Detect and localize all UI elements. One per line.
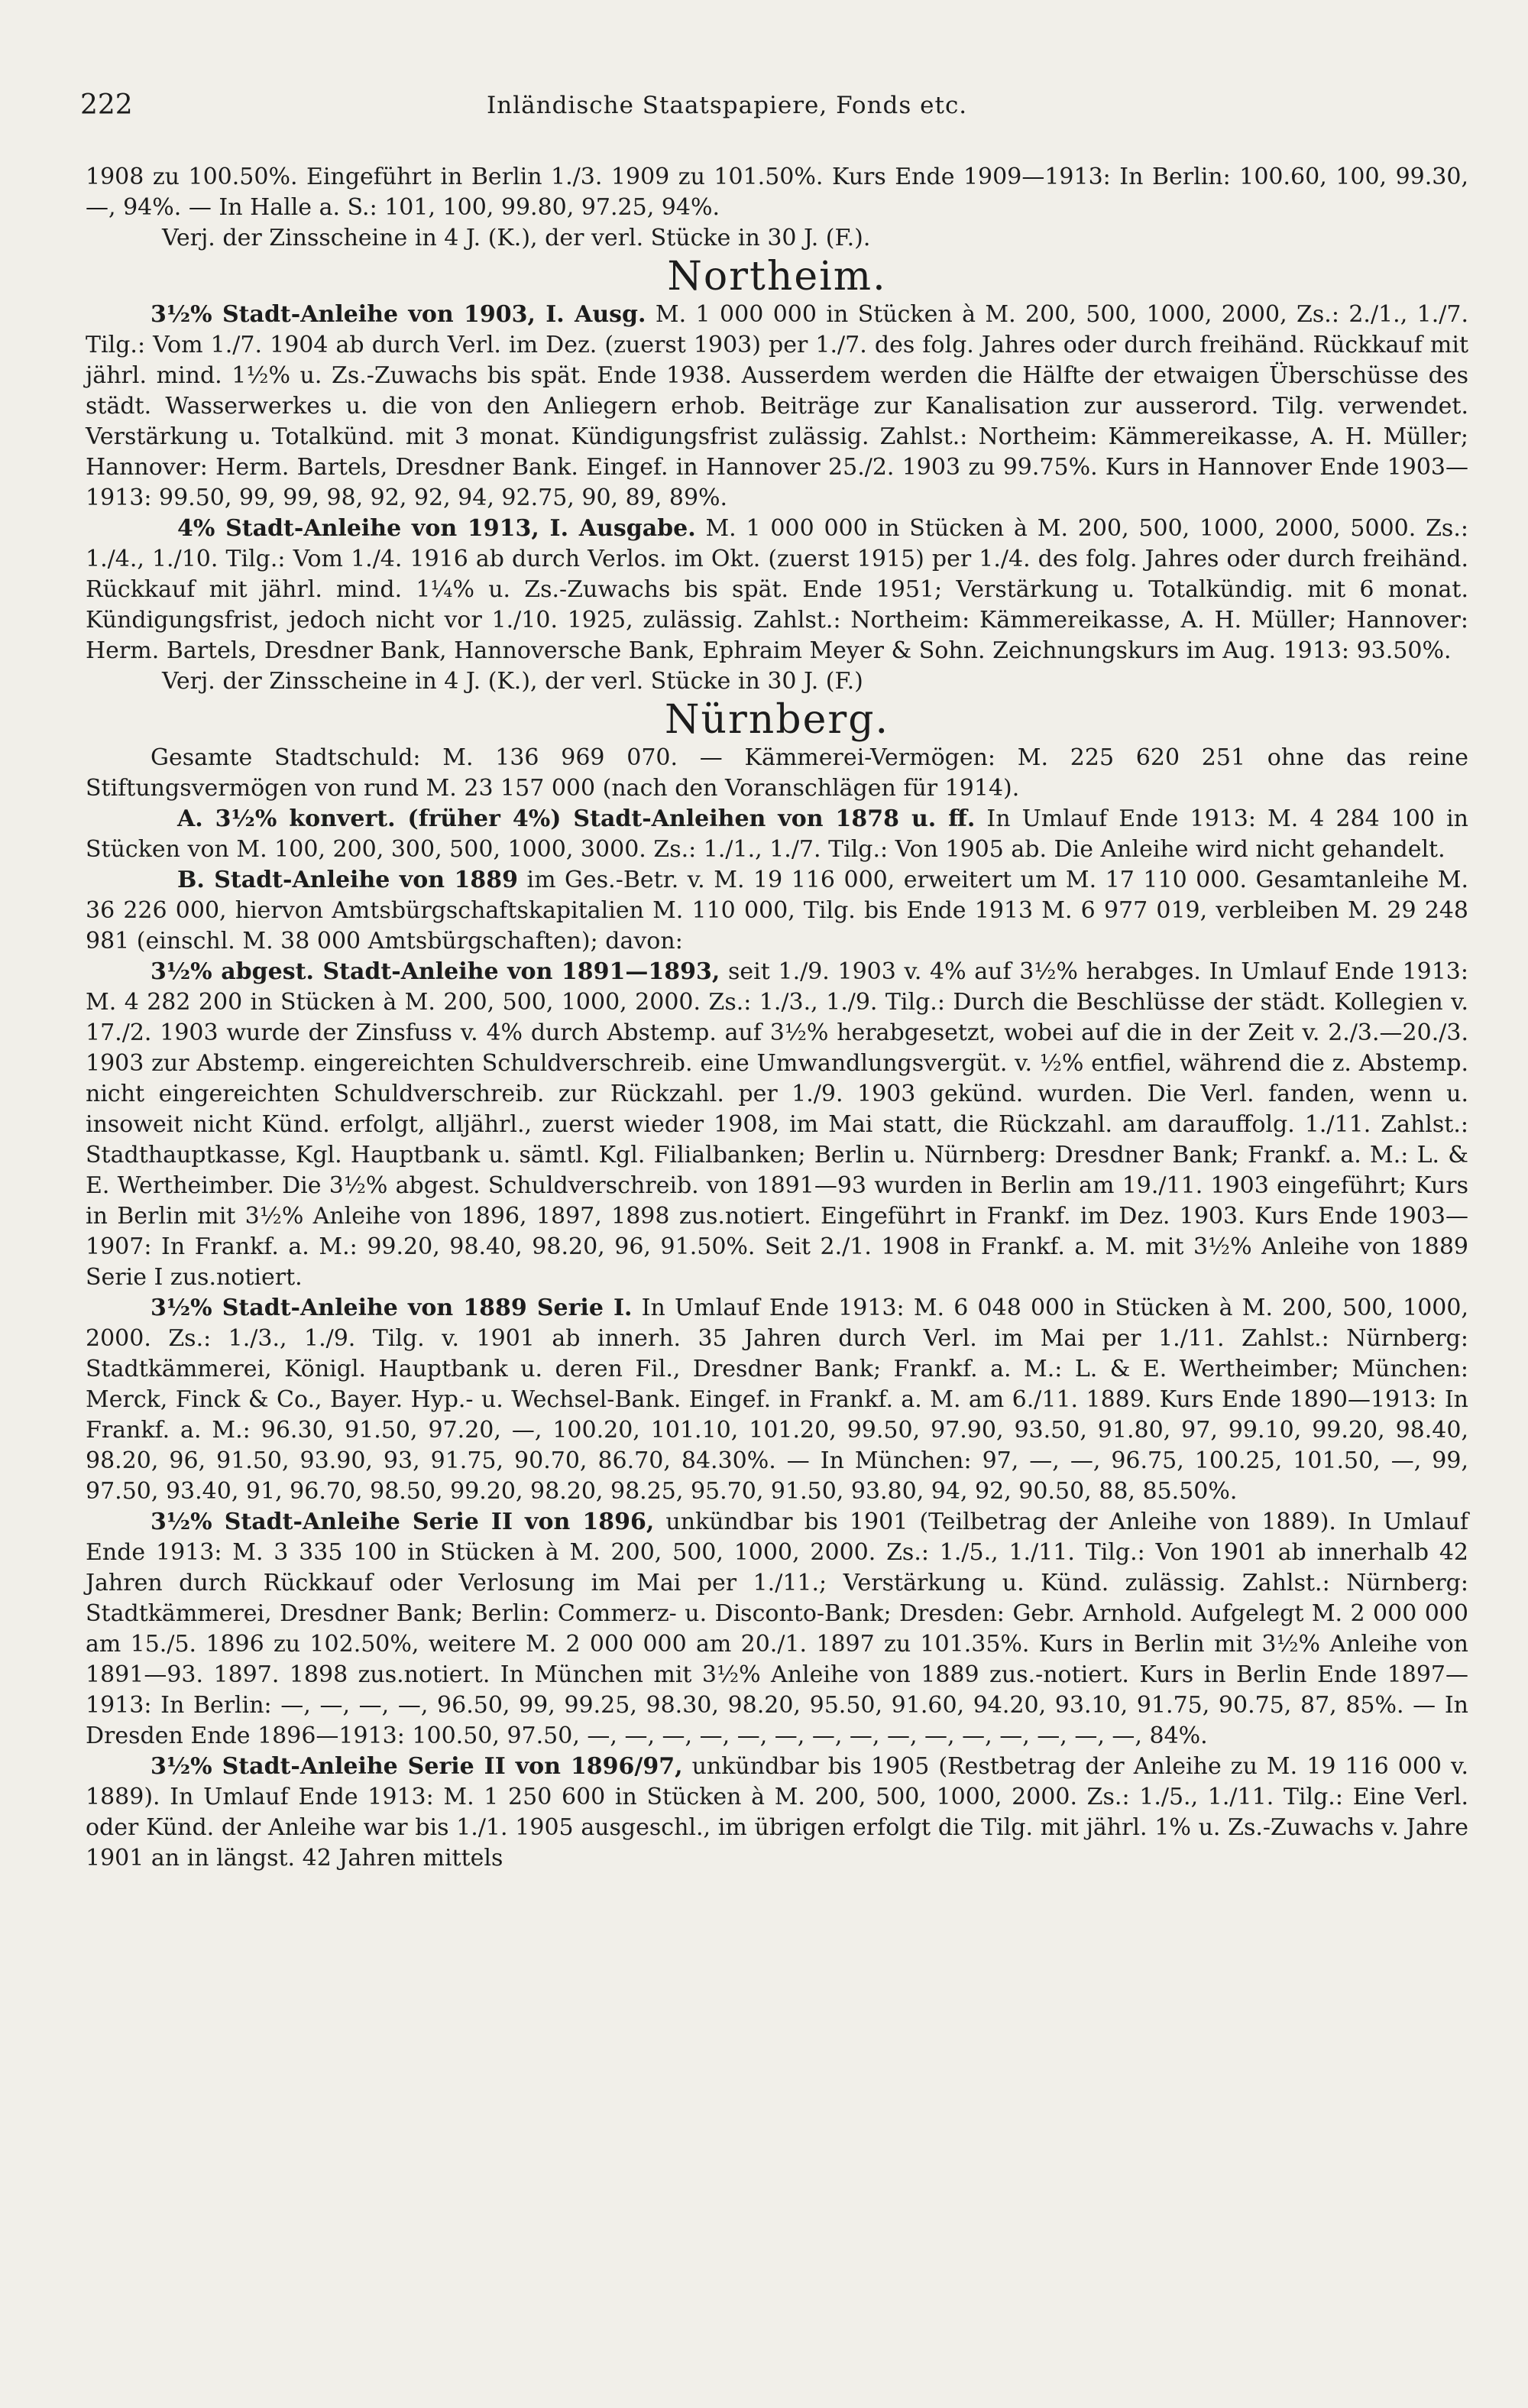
nuernberg-loan-1889-serie-1 [86, 1293, 1468, 1507]
northeim-verjaehrung: Verj. der Zinsscheine in 4 J. (K.), der verl. Stücke in 30 J. (F.) [162, 668, 863, 695]
nuernberg-loan-b [86, 865, 1468, 957]
loan-title: 3½% abgest. Stadt-Anleihe von 1891—1893, [151, 958, 720, 985]
loan-text: unkündbar bis 1901 (Teilbetrag der Anleihe von 1889). In Umlauf Ende 1913: M. 3 335 100 in Stücken à M. 200, 500, 1000, 2000. Zs.: 1./5., 1./11. Tilg.: Von 1901 ab innerhalb 42 Jahren durch Rückkauf oder Verlosung im Mai per 1./11.; Verstärkung u. Künd. zulässig. Zahlst.: Nürnberg: Stadtkämmerei, Dresdner Bank; Berlin: Commerz- u. Disconto-Bank; Dresden: Gebr. Arnhold. Aufgelegt M. 2 000 000 am 15./5. 1896 zu 102.50%, weitere M. 2 000 000 am 20./1. 1897 zu 101.35%. Kurs in Berlin mit 3½% Anleihe von 1891—93. 1897. 1898 zus.notiert. In München mit 3½% Anleihe von 1889 zus.-notiert. Kurs in Berlin Ende 1897—1913: In Berlin: —, —, —, —, 96.50, 99, 99.25, 98.30, 98.20, 95.50, 91.60, 94.20, 93.10, 91.75, 90.75, 87, 85%. — In Dresden Ende 1896—1913: 100.50, 97.50, —, —, —, —, —, —, —, —, —, —, —, —, —, —, —, 84%. [86, 1509, 1468, 1749]
nuernberg-general: Gesamte Stadtschuld: M. 136 969 070. — Kämmerei-Vermögen: M. 225 620 251 ohne das reine Stiftungsvermögen von rund M. 23 157 000 (nach den Voranschlägen für 1914). [86, 744, 1468, 802]
loan-title: 3½% Stadt-Anleihe Serie II von 1896, [151, 1509, 655, 1535]
loan-title: B. Stadt-Anleihe von 1889 [177, 867, 518, 893]
body-text [86, 162, 1468, 1874]
nuernberg-loan-a [86, 804, 1468, 865]
loan-title: 4% Stadt-Anleihe von 1913, I. Ausgabe. [177, 515, 696, 542]
loan-text: In Umlauf Ende 1913: M. 4 284 100 in Stücken von M. 100, 200, 300, 500, 1000, 3000. Zs.: 1./1., 1./7. Tilg.: Von 1905 ab. Die Anleihe wird nicht gehandelt. [86, 805, 1468, 863]
loan-title: A. 3½% konvert. (früher 4%) Stadt-Anleihen von 1878 u. ff. [177, 805, 976, 832]
loan-title: 3½% Stadt-Anleihe Serie II von 1896/97, [151, 1753, 683, 1780]
northeim-loan-1913 [86, 514, 1468, 666]
loan-text: seit 1./9. 1903 v. 4% auf 3½% herabges. In Umlauf Ende 1913: M. 4 282 200 in Stücken à M. 200, 500, 1000, 2000. Zs.: 1./3., 1./9. Tilg.: Durch die Beschlüsse der städt. Kollegien v. 17./2. 1903 wurde der Zinsfuss v. 4% durch Abstemp. auf 3½% herabgesetzt, wobei auf die in der Zeit v. 2./3.—20./3. 1903 zur Abstemp. eingereichten Schuldverschreib. eine Umwandlungsvergüt. v. ½% entfiel, während die z. Abstemp. nicht eingereichten Schuldverschreib. zur Rückzahl. per 1./9. 1903 gekünd. wurden. Die Verl. fanden, wenn u. insoweit nicht Künd. erfolgt, alljährl., zuerst wieder 1908, im Mai statt, die Rückzahl. am darauffolg. 1./11. Zahlst.: Stadthauptkasse, Kgl. Hauptbank u. sämtl. Kgl. Filialbanken; Berlin u. Nürnberg: Dresdner Bank; Frankf. a. M.: L. & E. Wertheimber. Die 3½% abgest. Schuldverschreib. von 1891—93 wurden in Berlin am 19./11. 1903 eingeführt; Kurs in Berlin mit 3½% Anleihe von 1896, 1897, 1898 zus.notiert. Eingeführt in Frankf. im Dez. 1903. Kurs Ende 1903—1907: In Frankf. a. M.: 99.20, 98.40, 98.20, 96, 91.50%. Seit 2./1. 1908 in Frankf. a. M. mit 3½% Anleihe von 1889 Serie I zus.notiert. [86, 958, 1468, 1291]
section-heading-nuernberg: Nürnberg. [664, 697, 890, 743]
loan-text: M. 1 000 000 in Stücken à M. 200, 500, 1000, 2000, Zs.: 2./1., 1./7. Tilg.: Vom 1./7. 1904 ab durch Verl. im Dez. (zuerst 1903) per 1./7. des folg. Jahres oder durch freihänd. Rückkauf mit jährl. mind. 1½% u. Zs.-Zuwachs bis spät. Ende 1938. Ausserdem werden die Hälfte der etwaigen Überschüsse des städt. Wasserwerkes u. die von den Anliegern erhob. Beiträge zur Kanalisation zur ausserord. Tilg. verwendet. Verstärkung u. Totalkünd. mit 3 monat. Kündigungsfrist zulässig. Zahlst.: Northeim: Kämmereikasse, A. H. Müller; Hannover: Herm. Bartels, Dresdner Bank. Eingef. in Hannover 25./2. 1903 zu 99.75%. Kurs in Hannover Ende 1903—1913: 99.50, 99, 99, 98, 92, 92, 94, 92.75, 90, 89, 89%. [86, 301, 1468, 511]
section-heading-northeim: Northeim. [667, 254, 887, 300]
loan-title: 3½% Stadt-Anleihe von 1903, I. Ausg. [151, 301, 646, 328]
nuernberg-loan-1896 [86, 1507, 1468, 1752]
loan-text: In Umlauf Ende 1913: M. 6 048 000 in Stücken à M. 200, 500, 1000, 2000. Zs.: 1./3., 1./9. Tilg. v. 1901 ab innerh. 35 Jahren durch Verl. im Mai per 1./11. Zahlst.: Nürnberg: Stadtkämmerei, Königl. Hauptbank u. deren Fil., Dresdner Bank; Frankf. a. M.: L. & E. Wertheimber; München: Merck, Finck & Co., Bayer. Hyp.- u. Wechsel-Bank. Eingef. in Frankf. a. M. am 6./11. 1889. Kurs Ende 1890—1913: In Frankf. a. M.: 96.30, 91.50, 97.20, —, 100.20, 101.10, 101.20, 99.50, 97.90, 93.50, 91.80, 97, 99.10, 99.20, 98.40, 98.20, 96, 91.50, 93.90, 93, 91.75, 90.70, 86.70, 84.30%. — In München: 97, —, —, 96.75, 100.25, 101.50, —, 99, 97.50, 93.40, 91, 96.70, 98.50, 99.20, 98.20, 98.25, 95.70, 91.50, 93.80, 94, 92, 90.50, 88, 85.50%. [86, 1295, 1468, 1505]
page-number: 222 [80, 89, 133, 121]
intro-verjaehrung: Verj. der Zinsscheine in 4 J. (K.), der verl. Stücke in 30 J. (F.). [162, 225, 871, 251]
loan-title: 3½% Stadt-Anleihe von 1889 Serie I. [151, 1295, 633, 1321]
loan-text: im Ges.-Betr. v. M. 19 116 000, erweitert um M. 17 110 000. Gesamtanleihe M. 36 226 000, hiervon Amtsbürgschaftskapitalien M. 110 000, Tilg. bis Ende 1913 M. 6 977 019, verbleiben M. 29 248 981 (einschl. M. 38 000 Amtsbürgschaften); davon: [86, 867, 1468, 954]
nuernberg-loan-1891 [86, 957, 1468, 1293]
loan-text: M. 1 000 000 in Stücken à M. 200, 500, 1000, 2000, 5000. Zs.: 1./4., 1./10. Tilg.: Vom 1./4. 1916 ab durch Verlos. im Okt. (zuerst 1915) per 1./4. des folg. Jahres oder durch freihänd. Rückkauf mit jährl. mind. 1¼% u. Zs.-Zuwachs bis spät. Ende 1951; Verstärkung u. Totalkündig. mit 6 monat. Kündigungsfrist, jedoch nicht vor 1./10. 1925, zulässig. Zahlst.: Northeim: Kämmereikasse, A. H. Müller; Hannover: Herm. Bartels, Dresdner Bank, Hannoversche Bank, Ephraim Meyer & Sohn. Zeichnungskurs im Aug. 1913: 93.50%. [86, 515, 1468, 664]
running-title: Inländische Staatspapiere, Fonds etc. [487, 92, 968, 119]
northeim-loan-1903 [86, 300, 1468, 514]
loan-text: unkündbar bis 1905 (Restbetrag der Anleihe zu M. 19 116 000 v. 1889). In Umlauf Ende 1913: M. 1 250 600 in Stücken à M. 200, 500, 1000, 2000. Zs.: 1./5., 1./11. Tilg.: Eine Verl. oder Künd. der Anleihe war bis 1./1. 1905 ausgeschl., im übrigen erfolgt die Tilg. mit jährl. 1% u. Zs.-Zuwachs v. Jahre 1901 an in längst. 42 Jahren mittels [86, 1753, 1468, 1872]
nuernberg-loan-1896-97 [86, 1752, 1468, 1874]
intro-paragraph: 1908 zu 100.50%. Eingeführt in Berlin 1./3. 1909 zu 101.50%. Kurs Ende 1909—1913: In Berlin: 100.60, 100, 99.30, —, 94%. — In Halle a. S.: 101, 100, 99.80, 97.25, 94%. [86, 164, 1468, 221]
